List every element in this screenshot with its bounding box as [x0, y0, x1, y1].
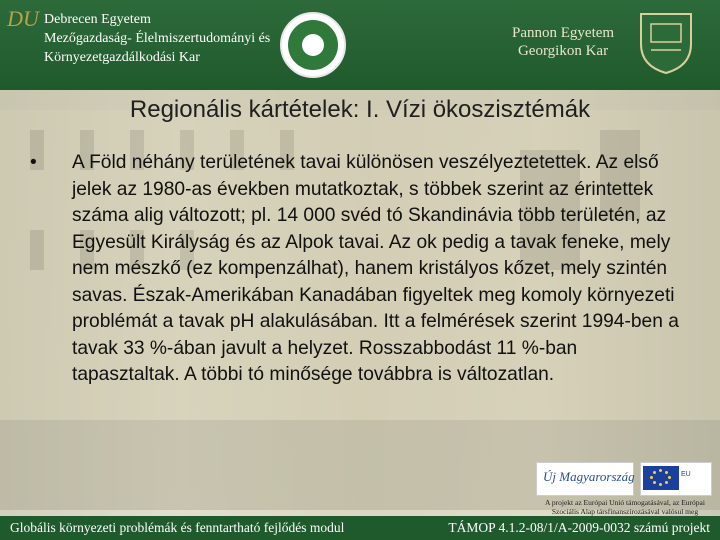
university-logo-letters: DU: [7, 6, 39, 31]
bullet-text: A Föld néhány területének tavai különösen veszélyeztetettek. Az első jelek az 1980-as években mutatkoztak, s többek szerint az érintettek száma alig változott; pl. 14 000 svéd tó Skandinávia több területén, az Egyesült Királyság és az Alpok tavai. Az ok pedig a tavak feneke, mely nem mészkő (ez kompenzálhat), hanem kristályos kőzet, mely szintén savas. Észak-Amerikában Kanadában figyeltek meg komoly környezeti problémát a tavak pH alakulásában. Itt a felmérések szerint 1994-ben a tavak 33 %-ában javult a helyzet. Rosszabbodást 11 %-ban tapasztaltak. A többi tó minősége továbbra is változatlan.: [72, 152, 679, 385]
partner-name-line-1: Pannon Egyetem: [512, 25, 615, 41]
university-name-line-2: Mezőgazdaság- Élelmiszertudományi és: [44, 31, 271, 46]
university-name-line-1: Debrecen Egyetem: [44, 12, 151, 27]
university-logo: [6, 8, 40, 76]
georgikon-shield-icon: [637, 10, 695, 76]
faculty-seal-icon: [280, 12, 346, 78]
footer-module-name: Globális környezeti problémák és fenntartható fejlődés modul: [10, 520, 345, 535]
partner-university-name: [512, 24, 614, 60]
footer-bar: [0, 516, 720, 540]
eu-logo: [640, 462, 712, 496]
eu-flag-icon: [643, 466, 679, 490]
university-name: [44, 10, 270, 67]
bullet-icon: •: [30, 152, 37, 173]
partner-name-line-2: Georgikon Kar: [517, 43, 609, 59]
header-bar: [0, 0, 720, 90]
footer-project-id: TÁMOP 4.1.2-08/1/A-2009-0032 számú projekt: [448, 520, 710, 535]
bullet-list: [30, 150, 690, 389]
slide-title: Regionális kártételek: I. Vízi ökoszisztémák: [129, 96, 591, 123]
funding-logos: [536, 462, 714, 518]
uj-magyarorszag-logo: [536, 462, 634, 496]
uj-magyarorszag-logo-text: Új Magyarország: [543, 469, 635, 484]
funding-caption: A projekt az Európai Unió támogatásával, az Európai Szociális Alap társfinanszírozásával valósul meg: [545, 498, 705, 516]
eu-logo-text: EU: [681, 471, 691, 478]
bullet-item: [30, 150, 690, 389]
university-name-line-3: Környezetgazdálkodási Kar: [44, 50, 200, 65]
